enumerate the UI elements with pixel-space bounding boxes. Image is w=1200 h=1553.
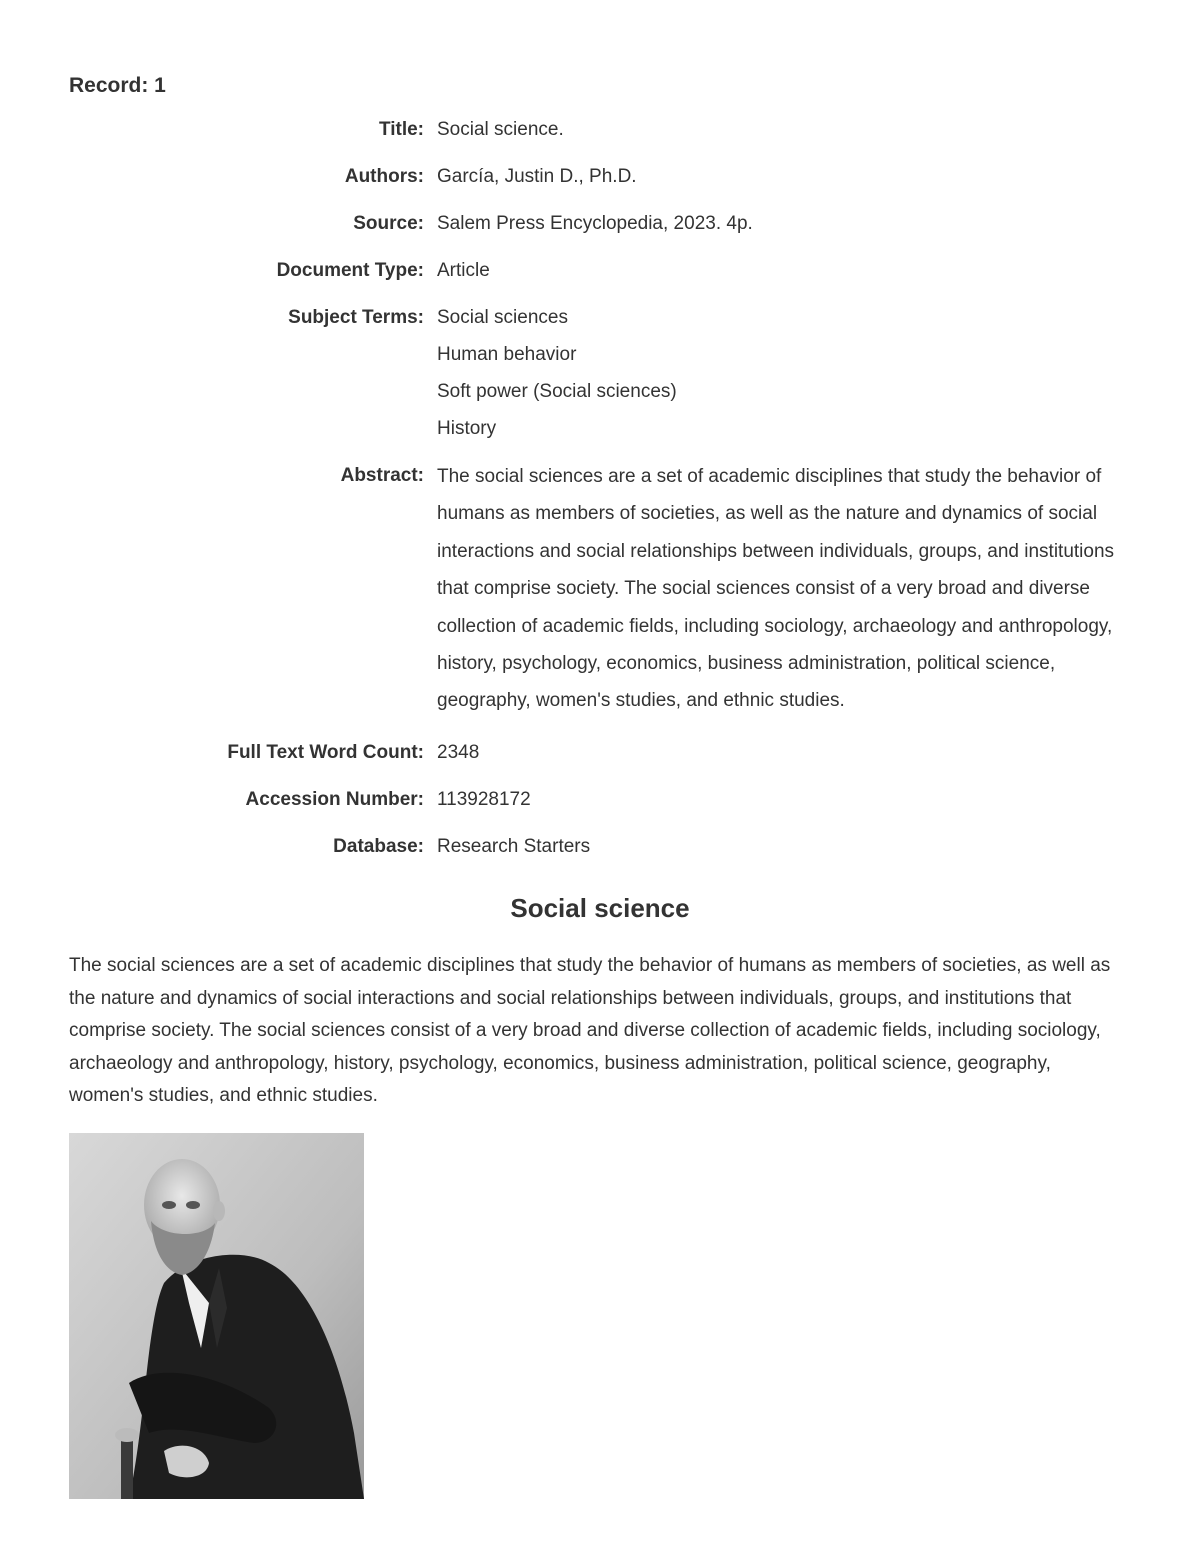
abstract-row <box>0 462 1200 720</box>
article-title: Social science <box>510 893 690 923</box>
document-type-label: Document Type: <box>276 260 424 281</box>
document-type-row <box>0 257 1200 285</box>
subject-term: Human behavior <box>437 344 577 365</box>
subject-term: Soft power (Social sciences) <box>437 381 677 402</box>
document-type-value: Article <box>437 260 490 281</box>
word-count-row <box>0 739 1200 767</box>
authors-label: Authors: <box>344 166 424 187</box>
source-value: Salem Press Encyclopedia, 2023. 4p. <box>437 213 753 234</box>
abstract-label: Abstract: <box>340 465 424 486</box>
accession-number-row <box>0 786 1200 814</box>
database-label: Database: <box>333 835 424 857</box>
subject-terms-label: Subject Terms: <box>288 307 424 328</box>
authors-row <box>0 163 1200 191</box>
record-metadata <box>0 116 1200 880</box>
subject-terms-list <box>437 304 1127 443</box>
portrait-photo <box>69 1133 364 1499</box>
portrait-image <box>69 1133 364 1499</box>
article-body: The social sciences are a set of academic disciplines that study the behavior of humans as members of societies, as well as the nature and dynamics of social interactions and social relationships between individuals, groups, and institutions that comprise society. The social sciences consist of a very broad and diverse collection of academic fields, including sociology, archaeology and anthropology, history, psychology, economics, business administration, political science, geography, women's studies, and ethnic studies. <box>69 955 1111 1107</box>
subject-term: History <box>437 418 497 439</box>
abstract-text: The social sciences are a set of academic disciplines that study the behavior of humans as members of societies, as well as the nature and dynamics of social interactions and social relationships between individuals, groups, and institutions that comprise society. The social sciences consist of a very broad and diverse collection of academic fields, including sociology, archaeology and anthropology, history, psychology, economics, business administration, political science, geography, women's studies, and ethnic studies. <box>437 466 1115 712</box>
subject-term: Social sciences <box>437 307 568 328</box>
accession-number-label: Accession Number: <box>245 788 424 810</box>
title-row <box>0 116 1200 144</box>
source-label: Source: <box>353 213 424 234</box>
accession-number-value: 113928172 <box>437 788 531 810</box>
database-row <box>0 833 1200 861</box>
title-label: Title: <box>378 119 424 140</box>
subject-terms-row <box>0 304 1200 443</box>
record-heading: Record: 1 <box>69 74 166 97</box>
source-row <box>0 210 1200 238</box>
authors-value: García, Justin D., Ph.D. <box>437 166 637 187</box>
database-value: Research Starters <box>437 835 591 857</box>
title-value: Social science. <box>437 119 564 140</box>
word-count-value: 2348 <box>437 741 480 763</box>
word-count-label: Full Text Word Count: <box>227 741 424 763</box>
